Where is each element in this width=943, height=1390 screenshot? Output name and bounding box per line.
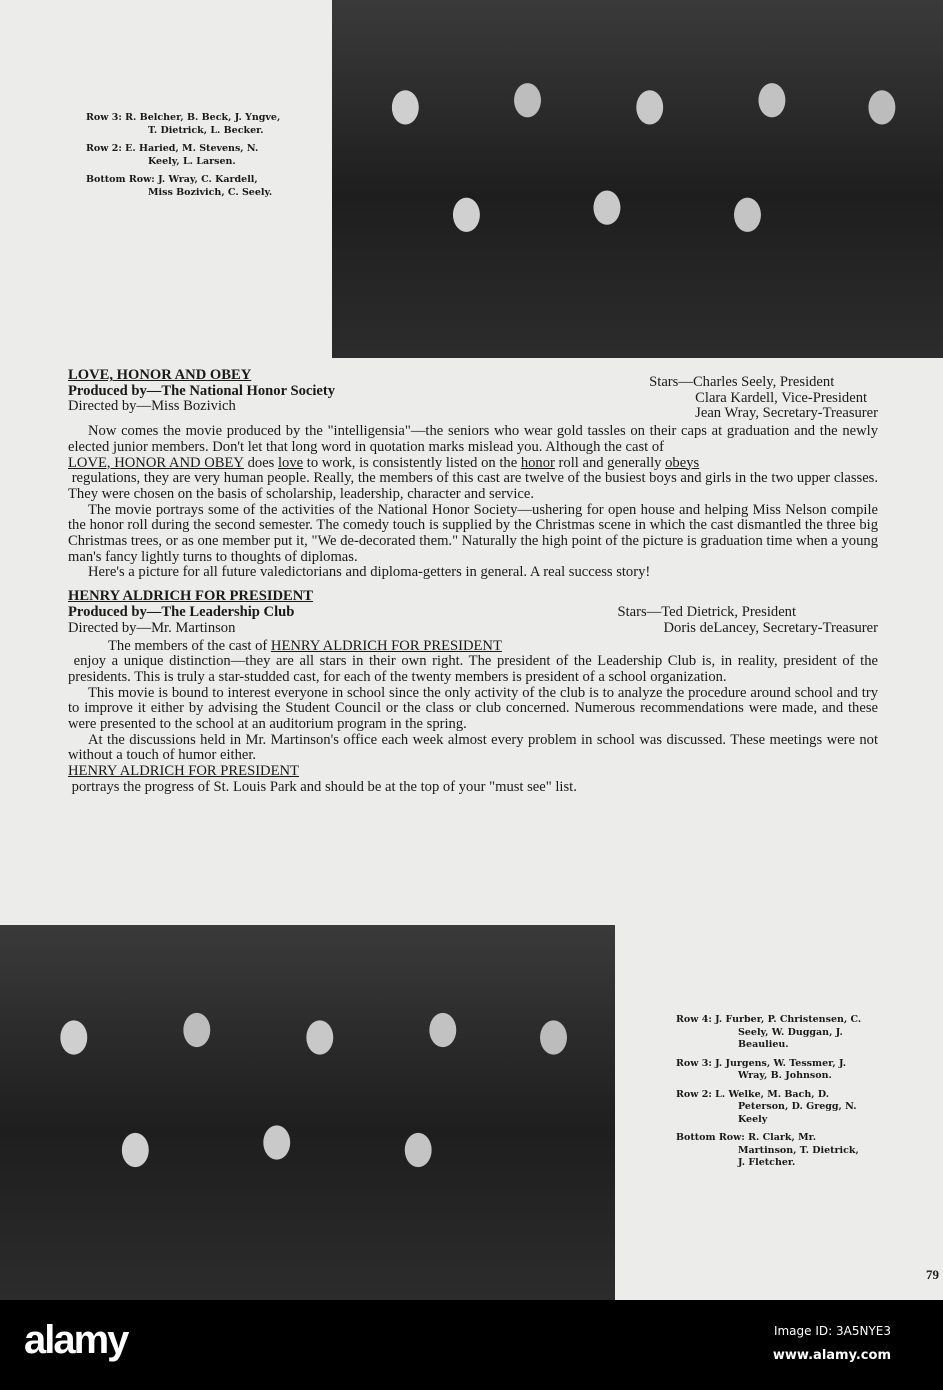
text: does [243, 454, 278, 471]
row-names: J. Furber, P. Christensen, C. Seely, W. Duggan, J. Beaulieu. [715, 1014, 862, 1050]
section-henry-aldrich [68, 588, 882, 795]
site-link[interactable]: www.alamy.com [772, 1348, 891, 1363]
underlined-word: obeys [665, 454, 700, 471]
underlined-word: love [278, 454, 304, 471]
leadership-club-group-photo [0, 925, 615, 1300]
caption-row [86, 143, 281, 168]
row-label: Row 4: [676, 1014, 712, 1025]
caption-row [676, 1058, 868, 1083]
underlined-title: HENRY ALDRICH FOR PRESIDENT [270, 637, 502, 654]
caption-row [676, 1014, 868, 1052]
row-names: R. Belcher, B. Beck, J. Yngve, T. Dietrick, L. Becker. [125, 112, 281, 136]
row-label: Row 3: [86, 112, 122, 123]
produced-by: Produced by—The Leadership Club [68, 603, 295, 620]
underlined-title: HENRY ALDRICH FOR PRESIDENT [68, 763, 299, 780]
credits [68, 368, 335, 415]
row-label: Row 3: [676, 1057, 712, 1069]
star: Stars—Ted Dietrick, President [617, 604, 797, 621]
underlined-word: honor [520, 454, 555, 471]
row-names: J. Wray, C. Kardell, Miss Bozivich, C. Seely. [148, 174, 273, 198]
credits [68, 589, 313, 636]
row-label: Row 2: [86, 143, 122, 154]
row-label: Bottom Row: [86, 174, 155, 185]
stars-list [649, 375, 878, 422]
paragraph: Here's a picture for all future valedictorians and diploma-getters in general. A real success story! [88, 564, 651, 581]
star: Stars—Charles Seely, President [649, 374, 835, 390]
row-label: Row 2: [676, 1088, 712, 1100]
text: to work, is consistently listed on the [303, 454, 521, 471]
paragraph: The movie portrays some of the activities of the National Honor Society—ushering for open house and helping Miss Nelson compile the honor roll during the second semester. The comedy touch is supplied by the Christmas scene in which the cast dismantled the three big Christmas trees, or as one member put it, "We de-decorated them." Naturally the high point of the picture is graduation time when a young man's fancy lightly turns to thoughts of diplomas. [68, 501, 878, 565]
image-id: Image ID: 3A5NYE3 [773, 1324, 891, 1338]
national-honor-society-group-photo [332, 0, 943, 358]
caption-row [86, 174, 281, 199]
paragraph [68, 423, 882, 503]
paragraph [68, 731, 882, 796]
text: roll and generally [554, 454, 666, 471]
bottom-photo-caption [676, 1014, 868, 1176]
underlined-title: LOVE, HONOR AND OBEY [68, 454, 244, 471]
directed-by: Directed by—Mr. Martinson [68, 619, 236, 636]
text: At the discussions held in Mr. Martinson's office each week almost every problem in school was discussed. These meetings were not without a touch of humor either. [68, 731, 882, 764]
row-names: L. Welke, M. Bach, D. Peterson, D. Gregg, N. Keely [715, 1088, 857, 1125]
star: Clara Kardell, Vice-President [695, 389, 868, 406]
paragraph: This movie is bound to interest everyone in school since the only activity of the club is to analyze the procedure around school and try to improve it either by advising the Student Council or the class or club concerned. Numerous recommendations were made, and these were presented to the school at an auditorium program in the spring. [68, 684, 878, 733]
produced-by: Produced by—The National Honor Society [68, 382, 336, 399]
stars-list [618, 605, 879, 636]
row-names: R. Clark, Mr. Martinson, T. Dietrick, J. Fletcher. [738, 1132, 859, 1168]
watermark-footer [0, 1300, 943, 1390]
text: regulations, they are very human people. Really, the members of this cast are twelve of the busiest boys and girls in the two upper classes. They were chosen on the basis of scholarship, leadership, character and service. [68, 470, 882, 502]
star: Doris deLancey, Secretary-Treasurer [663, 619, 878, 636]
text: enjoy a unique distinction—they are all stars in their own right. The president of the Leadership Club is, in reality, president of the presidents. This is truly a star-studded cast, for each of the twenty members is president of a school organization. [68, 653, 882, 685]
alamy-logo: alamy [24, 1318, 128, 1362]
caption-row [676, 1089, 868, 1127]
directed-by: Directed by—Miss Bozivich [68, 398, 236, 415]
text: The members of the cast of [108, 637, 271, 654]
text: portrays the progress of St. Louis Park and should be at the top of your "must see" list. [68, 778, 577, 795]
row-names: E. Haried, M. Stevens, N. Keely, L. Larsen. [125, 143, 259, 167]
star: Jean Wray, Secretary-Treasurer [695, 405, 878, 422]
paragraph [68, 637, 882, 686]
section-love-honor-obey [68, 367, 882, 581]
article-content [68, 367, 882, 804]
text: Now comes the movie produced by the "intelligensia"—the seniors who wear gold tassles on their caps at graduation and the newly elected junior members. Don't let that long word in quotation marks mislead you. Although the cast of [68, 423, 882, 455]
section-title: HENRY ALDRICH FOR PRESIDENT [68, 588, 314, 605]
page-number: 79 [926, 1267, 939, 1282]
top-photo-caption [86, 112, 281, 205]
caption-row [86, 112, 281, 137]
row-label: Bottom Row: [676, 1132, 745, 1143]
section-title: LOVE, HONOR AND OBEY [68, 367, 252, 383]
row-names: J. Jurgens, W. Tessmer, J. Wray, B. Johnson. [715, 1057, 847, 1081]
caption-row [676, 1132, 868, 1170]
